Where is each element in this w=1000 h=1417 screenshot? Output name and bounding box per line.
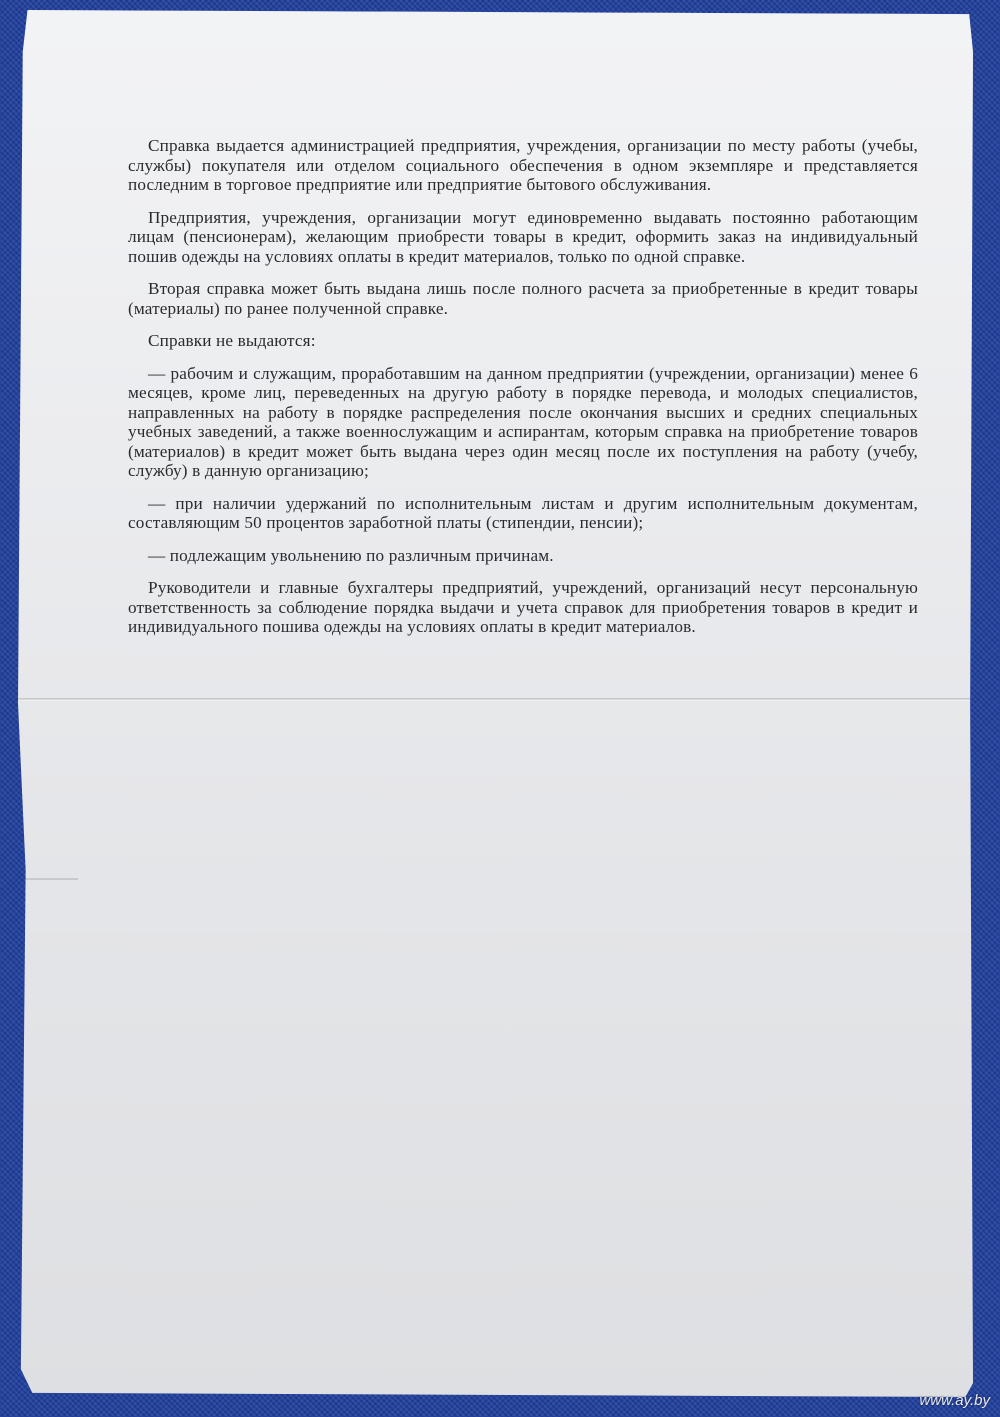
document-text [128, 136, 918, 650]
watermark: www.ay.by [919, 1392, 990, 1409]
paragraph-responsibility: Руководители и главные бухгалтеры предприятий, учреждений, организаций несут персональную ответственность за соблюдение порядка выдачи и учета справок для приобретения товаров в кредит и индивидуального пошива одежды на условиях оплаты в кредит материалов. [128, 578, 918, 636]
list-item-dismissal: — подлежащим увольнению по различным причинам. [148, 545, 554, 565]
list-item-deductions: — при наличии удержаний по исполнительным листам и другим исполнительным документам, составляющим 50 процентов заработной платы (стипендии, пенсии); [128, 493, 918, 532]
paragraph-issuance: Справка выдается администрацией предприятия, учреждения, организации по месту работы (учебы, службы) покупателя или отделом социального обеспечения в одном экземпляре и представляется последним в торговое предприятие или предприятие бытового обслуживания. [128, 136, 918, 194]
paper-tear-mark [18, 878, 78, 880]
list-item-workers: — рабочим и служащим, проработавшим на данном предприятии (учреждении, организации) менее 6 месяцев, кроме лиц, переведенных на другую работу в порядке перевода, и молодых специалистов, направленных на работу в порядке распределения после окончания высших и средних специальных учебных заведений, а также военнослужащим и аспирантам, которым справка на приобретение товаров (материалов) в кредит может быть выдана через один месяц после их поступления на работу (учебу, службу) в данную организацию; [128, 363, 918, 480]
paper-fold-line [18, 698, 973, 701]
paragraph-not-issued-heading: Справки не выдаются: [148, 331, 316, 350]
paragraph-second-certificate: Вторая справка может быть выдана лишь после полного расчета за приобретенные в кредит товары (материалы) по ранее полученной справке. [128, 279, 918, 318]
paragraph-single-certificate: Предприятия, учреждения, организации могут единовременно выдавать постоянно работающим лицам (пенсионерам), желающим приобрести товары в кредит, оформить заказ на индивидуальный пошив одежды на условиях оплаты в кредит материалов, только по одной справке. [128, 207, 918, 266]
